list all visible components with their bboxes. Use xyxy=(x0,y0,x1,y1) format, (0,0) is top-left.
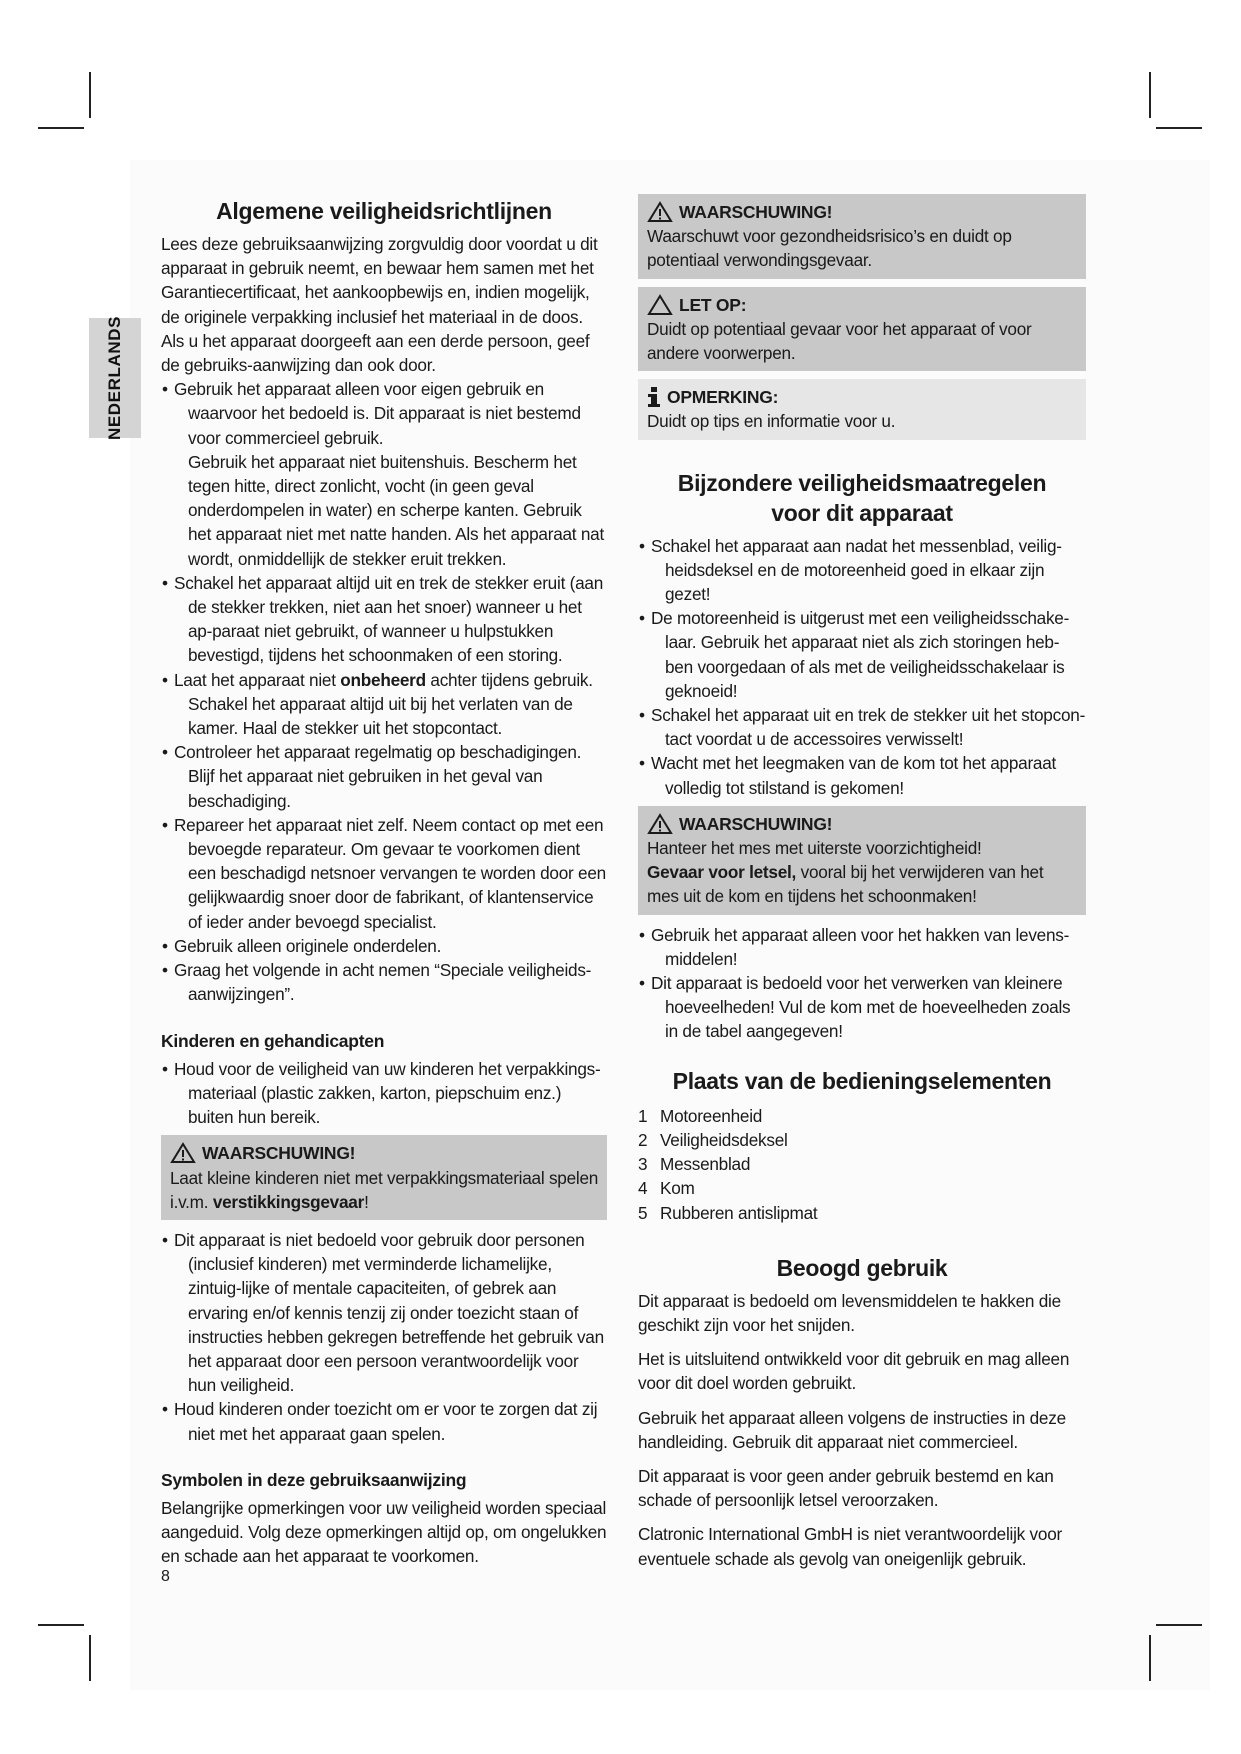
symbols-paragraph: Belangrijke opmerkingen voor uw veiligheid worden speciaal aangeduid. Volg deze opmerkingen altijd op, om ongelukken en schade aan het apparaat te voorkomen. xyxy=(161,1497,607,1567)
crop-mark-tr-h xyxy=(1156,127,1202,129)
symbols-heading: Symbolen in deze gebruiksaanwijzing xyxy=(161,1469,467,1490)
notice-title xyxy=(647,293,1078,317)
bullet-bold: onbeheerd xyxy=(340,669,426,690)
special-safety-list xyxy=(638,534,1086,800)
use-paragraph: Het is uitsluitend ontwikkeld voor dit gebruik en mag alleen voor dit doel worden gebruikt. xyxy=(638,1349,1070,1394)
note-notice xyxy=(638,379,1086,439)
kids-list-2 xyxy=(161,1228,607,1446)
special-safety-title-1: Bijzondere veiligheidsmaatregelen xyxy=(677,469,1047,496)
crop-mark-br-h xyxy=(1156,1624,1202,1626)
caution-notice xyxy=(638,287,1086,372)
safety-list xyxy=(161,377,607,1006)
list-item: • Dit apparaat is niet bedoeld voor gebruik door personen (inclusief kinderen) met verminderde lichamelijke, zintuig-lijke of mentale capaciteiten, of gebrek aan ervaring en/of kennis tenzij zij onder toezicht staan of instructies hebben gekregen betreffende het gebruik van het apparaat door een persoon verantwoordelijk voor hun veiligheid. xyxy=(161,1228,607,1397)
list-item: 4 Kom xyxy=(638,1178,695,1199)
list-item: • Gebruik het apparaat alleen voor het hakken van levens-middelen! xyxy=(638,923,1086,971)
controls-title: Plaats van de bedieningselementen xyxy=(672,1067,1052,1094)
list-item: 2 Veiligheidsdeksel xyxy=(638,1129,788,1150)
right-column xyxy=(638,196,1086,1571)
list-item: • Schakel het apparaat aan nadat het messenblad, veilig-heidsdeksel en de motoreenheid goed in elkaar zijn gezet! xyxy=(638,534,1086,607)
page-number: 8 xyxy=(161,1568,170,1585)
bullet-text: Laat het apparaat niet xyxy=(174,669,341,690)
list-item: • Wacht met het leegmaken van de kom tot het apparaat volledig tot stilstand is gekomen! xyxy=(638,751,1086,799)
use-paragraph: Dit apparaat is voor geen ander gebruik bestemd en kan schade of persoonlijk letsel veroorzaken. xyxy=(638,1465,1054,1511)
language-tab xyxy=(89,315,141,441)
warning-triangle-icon xyxy=(647,813,673,835)
notice-bold: verstikkingsgevaar xyxy=(212,1191,365,1212)
use-paragraph: Gebruik het apparaat alleen volgens de instructies in deze handleiding. Gebruik dit apparaat niet commercieel. xyxy=(638,1407,1066,1452)
info-icon xyxy=(647,386,661,408)
list-item xyxy=(161,377,607,571)
bullet-text: • Gebruik het apparaat alleen voor eigen gebruik en waarvoor het bedoeld is. Dit apparaat is niet bestemd voor commercieel gebruik. xyxy=(174,379,581,448)
notice-title-text: WAARSCHUWING! xyxy=(679,202,833,222)
list-item: • Dit apparaat is bedoeld voor het verwerken van kleinere hoeveelheden! Vul de kom met de hoeveelheden zoals in de tabel aangegeven! xyxy=(638,971,1086,1044)
warning-notice xyxy=(638,194,1086,279)
notice-title xyxy=(647,812,1078,836)
usage-list xyxy=(638,923,1086,1044)
list-item: 5 Rubberen antislipmat xyxy=(638,1202,818,1223)
crop-mark-tr-v xyxy=(1149,72,1151,118)
notice-text: Waarschuwt voor gezondheidsrisico’s en duidt op potentiaal verwondingsgevaar. xyxy=(647,226,1012,271)
notice-text: Duidt op potentiaal gevaar voor het apparaat of voor andere voorwerpen. xyxy=(647,318,1032,364)
warning-box-blade xyxy=(638,806,1086,915)
notice-title-text: WAARSCHUWING! xyxy=(202,1143,356,1164)
notice-title xyxy=(647,200,1078,224)
list-item: • Controleer het apparaat regelmatig op beschadigingen. Blijf het apparaat niet gebruiken in het geval van beschadiging. xyxy=(161,740,607,813)
kids-heading: Kinderen en gehandicapten xyxy=(161,1030,385,1051)
kids-list xyxy=(161,1057,607,1130)
bullet-text: achter tijdens gebruik. Schakel het apparaat altijd uit bij het verlaten van de kamer. Haal de stekker uit het stopcontact. xyxy=(188,669,593,739)
parts-list xyxy=(638,1104,1086,1225)
list-item: 1 Motoreenheid xyxy=(638,1105,763,1126)
notice-text: Duidt op tips en informatie voor u. xyxy=(647,411,896,432)
list-item: • De motoreenheid is uitgerust met een veiligheidsschake-laar. Gebruik het apparaat niet als zich storingen heb-ben voorgedaan of als met de veiligheidsschakelaar is geknoeid! xyxy=(638,606,1086,703)
crop-mark-bl-h xyxy=(38,1624,84,1626)
use-paragraph: Clatronic International GmbH is niet verantwoordelijk voor eventuele schade als gevolg van oneigenlijk gebruik. xyxy=(638,1524,1062,1569)
list-item: • Repareer het apparaat niet zelf. Neem contact op met een bevoegde reparateur. Om gevaar te voorkomen dient een beschadigd netsnoer vervangen te worden door een gelijkwaardig snoer door de fabrikant, of klantenservice of ieder ander bevoegd specialist. xyxy=(161,813,607,934)
warning-triangle-icon xyxy=(647,201,673,223)
notice-text: Laat kleine kinderen niet met verpakkingsmateriaal spelen i.v.m. verstikkingsgevaar! xyxy=(170,1167,599,1212)
left-column xyxy=(161,196,607,1569)
intended-use-title: Beoogd gebruik xyxy=(776,1254,948,1281)
notice-bold: Gevaar voor letsel, xyxy=(647,862,797,883)
warning-triangle-icon xyxy=(170,1142,196,1164)
warning-box-children xyxy=(161,1135,607,1220)
notice-title xyxy=(647,385,1078,409)
list-item: • Schakel het apparaat uit en trek de stekker uit het stopcon-tact voordat u de accessoires verwisselt! xyxy=(638,703,1086,751)
intro-paragraph: Lees deze gebruiksaanwijzing zorgvuldig door voordat u dit apparaat in gebruik neemt, en bewaar hem samen met het Garantiecertificaat, het aankoopbewijs en, indien mogelijk, de originele verpakking inclusief het materiaal in de doos. Als u het apparaat doorgeeft aan een derde persoon, geef de gebruiks-aanwijzing dan ook door. xyxy=(161,234,598,376)
crop-mark-bl-v xyxy=(89,1635,91,1681)
list-item: • Schakel het apparaat altijd uit en trek de stekker eruit (aan de stekker trekken, niet aan het snoer) wanneer u het ap-paraat niet gebruikt, of wanneer u hulpstukken bevestigd, tijdens het schoonmaken of een storing. xyxy=(161,571,607,668)
list-item: • Houd voor de veiligheid van uw kinderen het verpakkings-materiaal (plastic zakken, karton, piepschuim enz.) buiten hun bereik. xyxy=(161,1057,607,1130)
notice-title xyxy=(170,1141,599,1165)
caution-triangle-icon xyxy=(647,294,673,316)
general-safety-title: Algemene veiligheidsrichtlijnen xyxy=(216,198,552,224)
notice-title-text: OPMERKING: xyxy=(667,387,779,408)
crop-mark-br-v xyxy=(1149,1635,1151,1681)
notice-title-text: LET OP: xyxy=(679,294,747,315)
list-item xyxy=(161,668,607,741)
notice-text: Hanteer het mes met uiterste voorzichtigheid! xyxy=(647,838,982,859)
language-tab-label: NEDERLANDS xyxy=(105,315,124,441)
use-paragraph: Dit apparaat is bedoeld om levensmiddelen te hakken die geschikt zijn voor het snijden. xyxy=(638,1290,1061,1335)
crop-mark-tl-v xyxy=(89,72,91,118)
list-item: • Graag het volgende in acht nemen “Speciale veiligheids-aanwijzingen”. xyxy=(161,958,607,1006)
notice-title-text: WAARSCHUWING! xyxy=(679,813,833,834)
special-safety-title-2: voor dit apparaat xyxy=(771,499,953,526)
list-item: 3 Messenblad xyxy=(638,1154,751,1175)
list-item: • Houd kinderen onder toezicht om er voor te zorgen dat zij niet met het apparaat gaan spelen. xyxy=(161,1397,607,1445)
list-item: • Gebruik alleen originele onderdelen. xyxy=(161,934,607,958)
bullet-text: Gebruik het apparaat niet buitenshuis. Bescherm het tegen hitte, direct zonlicht, vocht (in geen geval onderdompelen in water) en scherpe kanten. Gebruik het apparaat niet met natte handen. Als het apparaat nat wordt, onmiddellijk de stekker eruit trekken. xyxy=(188,451,605,569)
notice-text: Gevaar voor letsel, vooral bij het verwijderen van het mes uit de kom en tijdens het schoonmaken! xyxy=(647,862,1044,907)
crop-mark-tl-h xyxy=(38,127,84,129)
